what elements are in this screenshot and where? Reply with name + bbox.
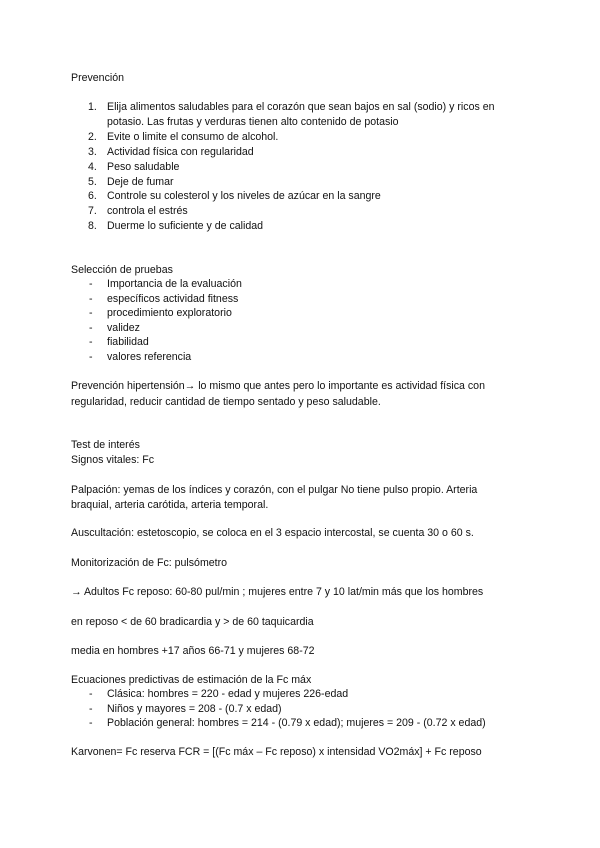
list-number: 3. bbox=[88, 146, 97, 158]
bullet-dash: - bbox=[89, 322, 93, 334]
list-item: validez bbox=[107, 322, 140, 334]
hipertension-paragraph-line: Prevención hipertensión→ lo mismo que antes pero lo importante es actividad física con bbox=[71, 380, 485, 392]
list-item: específicos actividad fitness bbox=[107, 293, 239, 305]
bullet-dash: - bbox=[89, 278, 93, 290]
list-item: Evite o limite el consumo de alcohol. bbox=[107, 131, 279, 143]
list-item-continuation: potasio. Las frutas y verduras tienen alto contenido de potasio bbox=[107, 116, 399, 128]
reposo-bradicardia: en reposo < de 60 bradicardia y > de 60 taquicardia bbox=[71, 616, 314, 628]
list-item: Clásica: hombres = 220 - edad y mujeres 226-edad bbox=[107, 688, 349, 700]
bullet-dash: - bbox=[89, 293, 93, 305]
bullet-dash: - bbox=[89, 688, 93, 700]
media-hombres-mujeres: media en hombres +17 años 66-71 y mujeres 68-72 bbox=[71, 645, 315, 657]
section-heading-test: Test de interés bbox=[71, 439, 140, 451]
list-item: valores referencia bbox=[107, 351, 192, 363]
list-number: 1. bbox=[88, 101, 97, 113]
list-item: Población general: hombres = 214 - (0.79 x edad); mujeres = 209 - (0.72 x edad) bbox=[107, 717, 486, 729]
monitorizacion: Monitorización de Fc: pulsómetro bbox=[71, 557, 228, 569]
list-item: Peso saludable bbox=[107, 161, 180, 173]
bullet-dash: - bbox=[89, 307, 93, 319]
adultos-fc-reposo: → Adultos Fc reposo: 60-80 pul/min ; mujeres entre 7 y 10 lat/min más que los hombres bbox=[71, 586, 484, 598]
section-heading-seleccion: Selección de pruebas bbox=[71, 264, 173, 276]
list-item: Deje de fumar bbox=[107, 176, 174, 188]
list-number: 4. bbox=[88, 161, 97, 173]
list-item: Duerme lo suficiente y de calidad bbox=[107, 220, 264, 232]
hipertension-paragraph-line: regularidad, reducir cantidad de tiempo sentado y peso saludable. bbox=[71, 396, 381, 408]
section-heading-prevencion: Prevención bbox=[71, 72, 124, 84]
bullet-dash: - bbox=[89, 703, 93, 715]
bullet-dash: - bbox=[89, 351, 93, 363]
list-item: Elija alimentos saludables para el corazón que sean bajos en sal (sodio) y ricos en bbox=[107, 101, 495, 113]
list-number: 2. bbox=[88, 131, 97, 143]
list-item: fiabilidad bbox=[107, 336, 149, 348]
list-number: 7. bbox=[88, 205, 97, 217]
palpacion-line: braquial, arteria carótida, arteria temporal. bbox=[71, 499, 269, 511]
list-number: 6. bbox=[88, 190, 97, 202]
auscultacion: Auscultación: estetoscopio, se coloca en el 3 espacio intercostal, se cuenta 30 o 60 s. bbox=[71, 527, 474, 539]
list-number: 8. bbox=[88, 220, 97, 232]
list-item: procedimiento exploratorio bbox=[107, 307, 232, 319]
bullet-dash: - bbox=[89, 717, 93, 729]
list-item: controla el estrés bbox=[107, 205, 188, 217]
list-item: Controle su colesterol y los niveles de azúcar en la sangre bbox=[107, 190, 381, 202]
list-number: 5. bbox=[88, 176, 97, 188]
list-item: Actividad física con regularidad bbox=[107, 146, 254, 158]
karvonen-formula: Karvonen= Fc reserva FCR = [(Fc máx – Fc reposo) x intensidad VO2máx] + Fc reposo bbox=[71, 746, 482, 758]
signos-vitales: Signos vitales: Fc bbox=[71, 454, 155, 466]
bullet-dash: - bbox=[89, 336, 93, 348]
list-item: Niños y mayores = 208 - (0.7 x edad) bbox=[107, 703, 282, 715]
palpacion-line: Palpación: yemas de los índices y corazón, con el pulgar No tiene pulso propio. Arteria bbox=[71, 484, 478, 496]
list-item: Importancia de la evaluación bbox=[107, 278, 242, 290]
section-heading-ecuaciones: Ecuaciones predictivas de estimación de la Fc máx bbox=[71, 674, 312, 686]
